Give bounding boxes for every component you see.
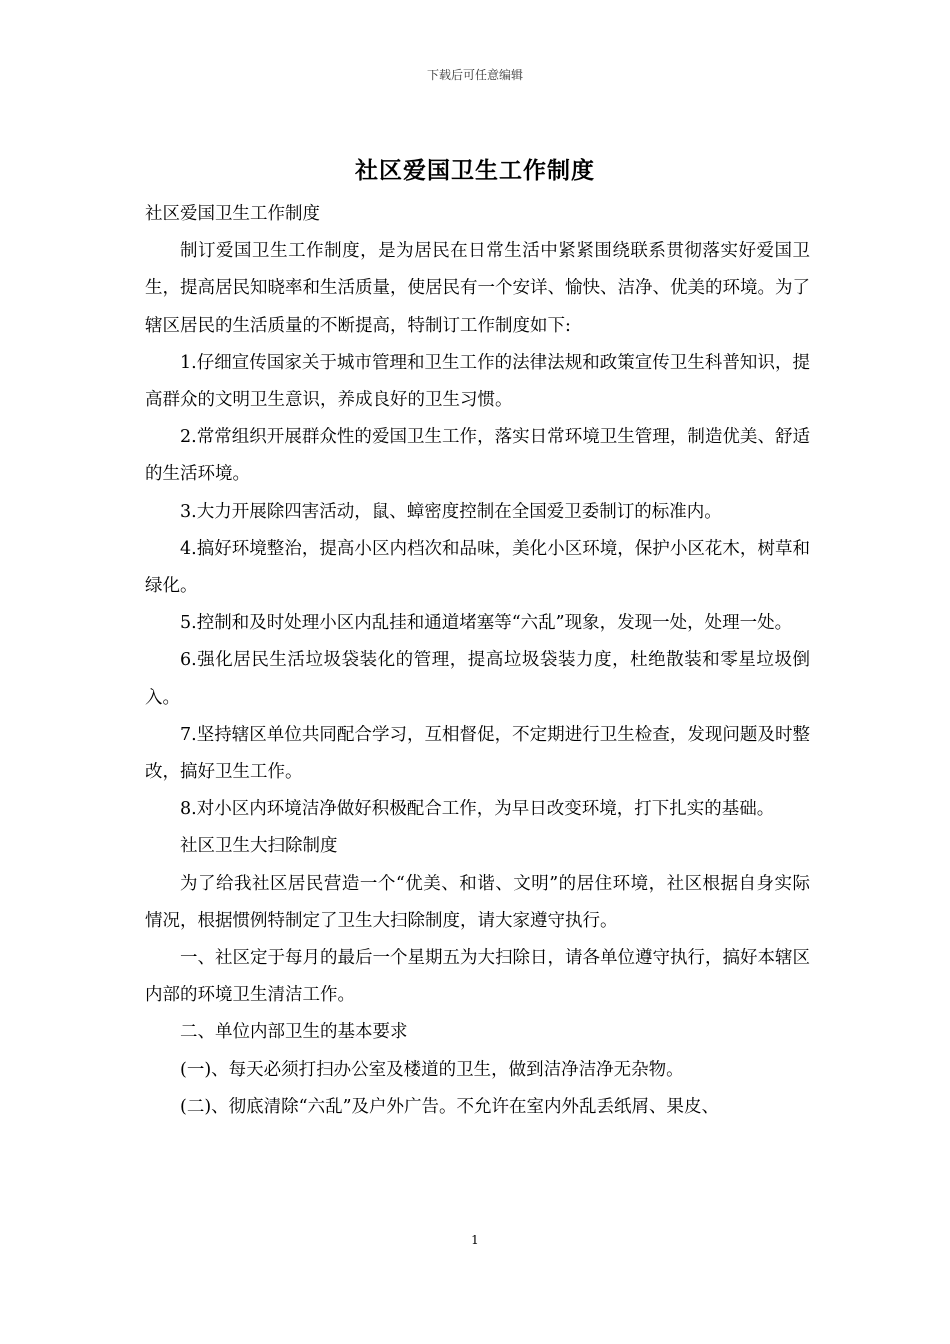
- document-title: 社区爱国卫生工作制度: [355, 157, 595, 184]
- intro-paragraph: 制订爱国卫生工作制度，是为居民在日常生活中紧紧围绕联系贯彻落实好爱国卫生，提高居民知晓率和生活质量，使居民有一个安详、愉快、洁净、优美的环境。为了辖区居民的生活质量的不断提高，特制订工作制度如下:: [145, 241, 810, 336]
- cleaning-item-2-heading: 二、单位内部卫生的基本要求: [180, 1022, 408, 1043]
- cleaning-subitem-1-paragraph: (一)、每天必须打扫办公室及楼道的卫生，做到洁净洁净无杂物。: [180, 1059, 684, 1080]
- rule-6-paragraph: 6.强化居民生活垃圾袋装化的管理，提高垃圾袋装力度，杜绝散装和零星垃圾倒入。: [145, 650, 810, 708]
- section-heading-cleaning: 社区卫生大扫除制度: [180, 836, 338, 857]
- rule-3-paragraph: 3.大力开展除四害活动，鼠、蟑密度控制在全国爱卫委制订的标准内。: [180, 501, 722, 522]
- cleaning-item-1-paragraph: 一、社区定于每月的最后一个星期五为大扫除日，请各单位遵守执行，搞好本辖区内部的环境卫生清洁工作。: [145, 948, 810, 1006]
- rule-5-paragraph: 5.控制和及时处理小区内乱挂和通道堵塞等“六乱”现象，发现一处，处理一处。: [180, 613, 793, 634]
- cleaning-subitem-2-paragraph: (二)、彻底清除“六乱”及户外广告。不允许在室内外乱丢纸屑、果皮、: [180, 1096, 720, 1117]
- rule-2-paragraph: 2.常常组织开展群众性的爱国卫生工作，落实日常环境卫生管理，制造优美、舒适的生活环境。: [145, 427, 810, 485]
- cleaning-intro-paragraph: 为了给我社区居民营造一个“优美、和谐、文明”的居住环境，社区根据自身实际情况，根据惯例特制定了卫生大扫除制度，请大家遵守执行。: [145, 873, 810, 931]
- rule-7-paragraph: 7.坚持辖区单位共同配合学习，互相督促，不定期进行卫生检查，发现问题及时整改，搞好卫生工作。: [145, 724, 810, 783]
- rule-1-paragraph: 1.仔细宣传国家关于城市管理和卫生工作的法律法规和政策宣传卫生科普知识，提高群众的文明卫生意识，养成良好的卫生习惯。: [145, 352, 810, 411]
- rule-4-paragraph: 4.搞好环境整治，提高小区内档次和品味，美化小区环境，保护小区花木，树草和绿化。: [145, 538, 810, 597]
- page-number: 1: [471, 1233, 479, 1247]
- document-body: [145, 196, 810, 1126]
- page-header: 下载后可任意编辑: [426, 68, 523, 82]
- subtitle-paragraph: 社区爱国卫生工作制度: [145, 204, 320, 224]
- rule-8-paragraph: 8.对小区内环境洁净做好积极配合工作，为早日改变环境，打下扎实的基础。: [180, 799, 775, 820]
